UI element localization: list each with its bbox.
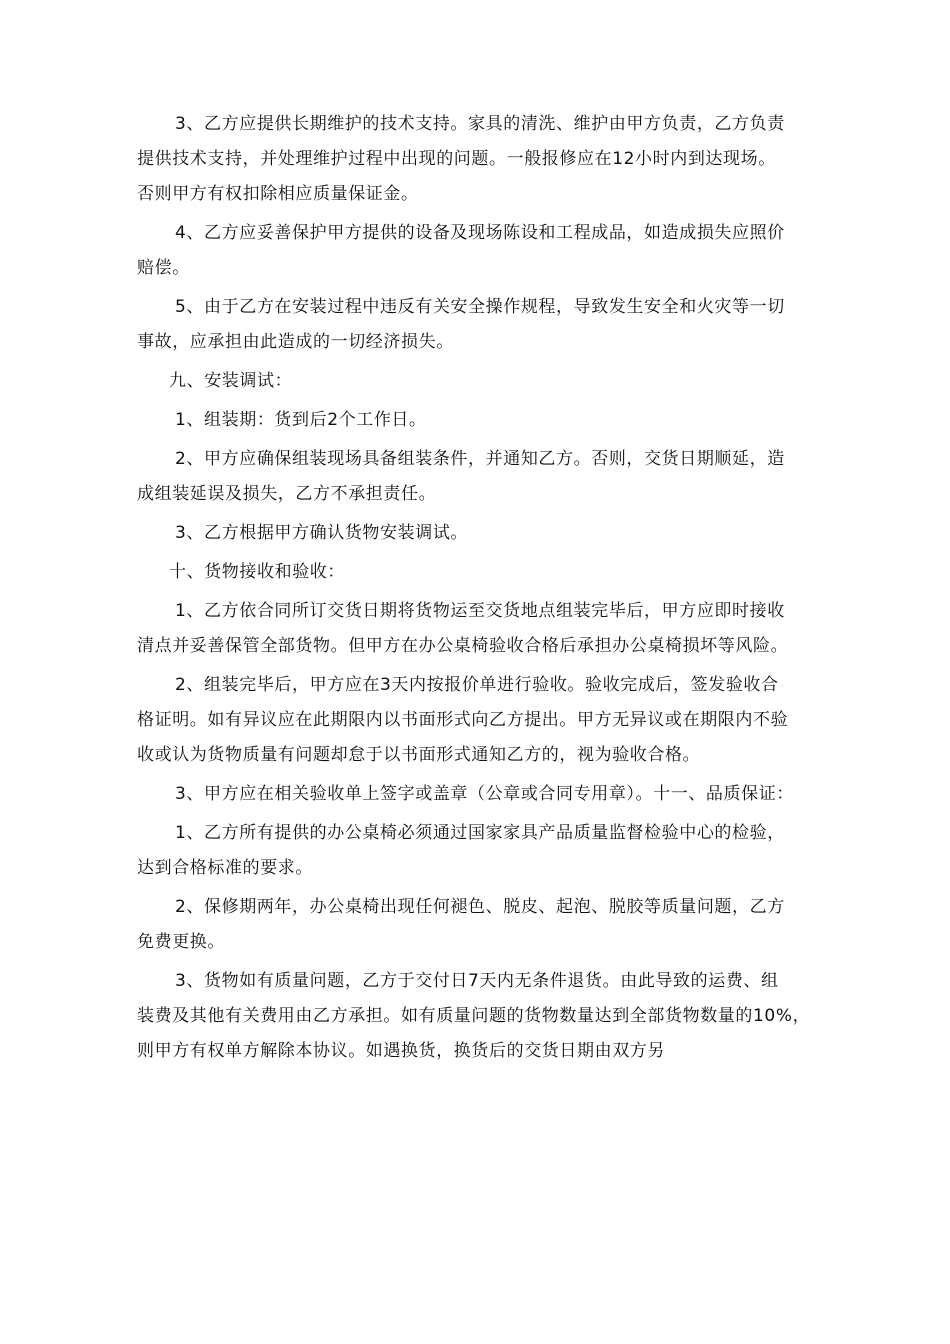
text-line: 赔偿。 [137, 258, 190, 278]
paragraph [137, 403, 817, 438]
document-body [137, 107, 817, 1073]
text-line: 免费更换。 [137, 932, 225, 952]
text-line: 成组装延误及损失，乙方不承担责任。 [137, 484, 437, 504]
text-line: 1、乙方依合同所订交货日期将货物运至交货地点组装完毕后，甲方应即时接收 [175, 601, 785, 621]
text-line: 2、甲方应确保组装现场具备组装条件，并通知乙方。否则，交货日期顺延，造 [175, 449, 785, 469]
paragraph [137, 442, 817, 512]
paragraph [137, 816, 817, 886]
text-line: 1、乙方所有提供的办公桌椅必须通过国家家具产品质量监督检验中心的检验， [175, 823, 785, 843]
text-line: 收或认为货物质量有问题却怠于以书面形式通知乙方的，视为验收合格。 [137, 745, 701, 765]
text-line: 则甲方有权单方解除本协议。如遇换货，换货后的交货日期由双方另 [137, 1041, 665, 1061]
text-line: 事故，应承担由此造成的一切经济损失。 [137, 332, 454, 352]
text-line: 2、组装完毕后，甲方应在3天内按报价单进行验收。验收完成后，签发验收合 [175, 675, 779, 695]
text-line: 十、货物接收和验收： [169, 562, 345, 582]
text-line: 达到合格标准的要求。 [137, 858, 313, 878]
paragraph [137, 594, 817, 664]
paragraph [137, 890, 817, 960]
text-line: 格证明。如有异议应在此期限内以书面形式向乙方提出。甲方无异议或在期限内不验 [137, 710, 789, 730]
paragraph [137, 107, 817, 212]
text-line: 否则甲方有权扣除相应质量保证金。 [137, 184, 419, 204]
text-line: 3、乙方根据甲方确认货物安装调试。 [175, 523, 469, 543]
paragraph [137, 290, 817, 360]
text-line: 4、乙方应妥善保护甲方提供的设备及现场陈设和工程成品，如造成损失应照价 [175, 223, 785, 243]
text-line: 九、安装调试： [169, 371, 293, 391]
text-line: 2、保修期两年，办公桌椅出现任何褪色、脱皮、起泡、脱胶等质量问题，乙方 [175, 897, 785, 917]
paragraph [137, 964, 817, 1069]
text-line: 清点并妥善保管全部货物。但甲方在办公桌椅验收合格后承担办公桌椅损坏等风险。 [137, 636, 789, 656]
text-line: 3、甲方应在相关验收单上签字或盖章（公章或合同专用章）。十一、品质保证： [175, 784, 794, 804]
paragraph [137, 777, 817, 812]
paragraph [137, 516, 817, 551]
paragraph [137, 216, 817, 286]
paragraph [137, 668, 817, 773]
section-heading [137, 364, 817, 399]
text-line: 3、货物如有质量问题，乙方于交付日7天内无条件退货。由此导致的运费、组 [175, 971, 779, 991]
text-line: 提供技术支持，并处理维护过程中出现的问题。一般报修应在12小时内到达现场。 [137, 149, 776, 169]
text-line: 1、组装期：货到后2个工作日。 [175, 410, 427, 430]
text-line: 5、由于乙方在安装过程中违反有关安全操作规程，导致发生安全和火灾等一切 [175, 297, 785, 317]
section-heading [137, 555, 817, 590]
text-line: 装费及其他有关费用由乙方承担。如有质量问题的货物数量达到全部货物数量的10%， [137, 1006, 811, 1026]
text-line: 3、乙方应提供长期维护的技术支持。家具的清洗、维护由甲方负责，乙方负责 [175, 114, 785, 134]
